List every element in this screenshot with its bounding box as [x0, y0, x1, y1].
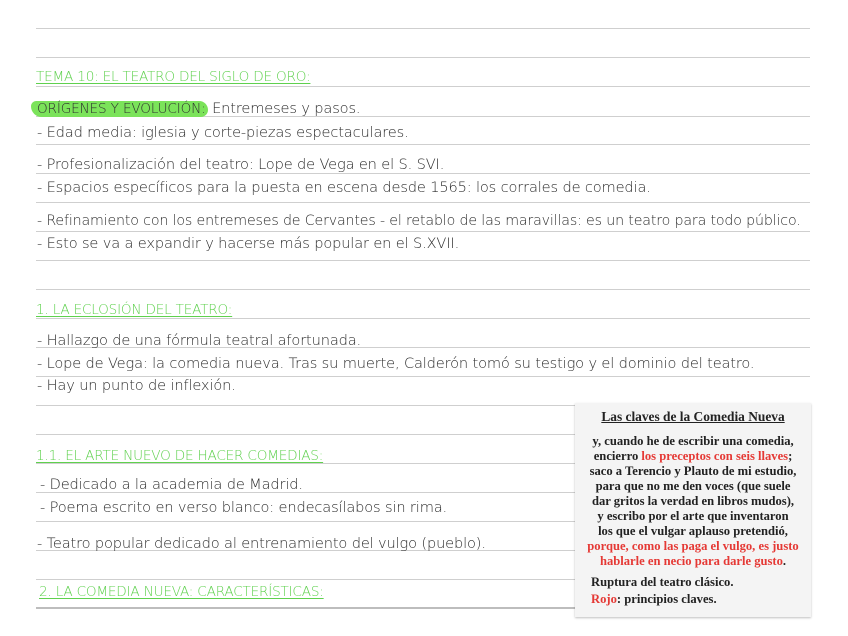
ruled-line [36, 202, 810, 203]
note-line: Ruptura del teatro clásico. [591, 575, 734, 589]
verse-text: ; [788, 449, 793, 463]
verse-text: . [782, 554, 787, 568]
note-text: : principios claves. [616, 592, 717, 606]
verse-red-line: porque, como las paga el vulgo, es justo [587, 539, 799, 553]
claves-title: Las claves de la Comedia Nueva [601, 409, 785, 424]
verse-red-text: hablarle en necio para darle gusto [599, 554, 783, 568]
verse-line: saco a Terencio y Plauto de mi estudio, [589, 464, 797, 478]
verse-line [575, 554, 811, 569]
text-line: - Refinamiento con los entremeses de Cervantes - el retablo de las maravillas: es un teatro para todo público. [37, 213, 801, 229]
ruled-line [36, 173, 810, 174]
section-heading: 1. LA ECLOSIÓN DEL TEATRO: [36, 302, 233, 318]
ruled-line [36, 28, 810, 29]
ruled-line [36, 260, 810, 261]
text-line: - Espacios específicos para la puesta en escena desde 1565: los corrales de comedia. [37, 179, 651, 196]
ruled-line [36, 86, 810, 87]
text-line: - Dedicado a la academia de Madrid. [40, 476, 303, 493]
text-line: - Hay un punto de inflexión. [37, 377, 236, 394]
verse-line: para que no me den voces (que suele [595, 479, 791, 493]
claves-image-box [575, 403, 811, 617]
verse-line: los que el vulgar aplauso pretendió, [598, 524, 788, 538]
text-line: - Edad media: iglesia y corte-piezas espectaculares. [37, 124, 409, 141]
verse-line: y escribo por el arte que inventaron [597, 509, 789, 523]
origenes-highlight-label: ORÍGENES Y EVOLUCIÓN: [31, 101, 208, 117]
ruled-line [36, 231, 810, 232]
verse-red-text: los preceptos con seis llaves [641, 449, 789, 463]
note-red-text: Rojo [591, 592, 617, 606]
verse-line: dar gritos la verdad en libros mudos), [591, 494, 795, 508]
ruled-line [36, 318, 810, 319]
ruled-line [36, 57, 810, 58]
ruled-line [36, 289, 810, 290]
verse-line: y, cuando he de escribir una comedia, [592, 434, 794, 448]
section-heading: 2. LA COMEDIA NUEVA: CARACTERÍSTICAS: [39, 584, 324, 600]
text-line: - Hallazgo de una fórmula teatral afortunada. [37, 332, 362, 349]
text-line: - Lope de Vega: la comedia nueva. Tras su muerte, Calderón tomó su testigo y el dominio del teatro. [37, 355, 755, 372]
page-title: TEMA 10: EL TEATRO DEL SIGLO DE ORO: [36, 69, 311, 85]
text-line: - Teatro popular dedicado al entrenamiento del vulgo (pueblo). [37, 535, 486, 552]
origenes-line [37, 100, 360, 117]
verse-text: encierro [593, 449, 642, 463]
verse-line [575, 449, 811, 464]
origenes-text: Entremeses y pasos. [212, 100, 361, 117]
ruled-line [36, 144, 810, 145]
text-line: - Esto se va a expandir y hacerse más popular en el S.XVII. [37, 235, 460, 252]
note-line [591, 592, 717, 607]
text-line: - Poema escrito en verso blanco: endecasílabos sin rima. [40, 499, 448, 516]
section-heading: 1.1. EL ARTE NUEVO DE HACER COMEDIAS: [36, 448, 324, 464]
text-line: - Profesionalización del teatro: Lope de Vega en el S. SVI. [37, 156, 445, 173]
